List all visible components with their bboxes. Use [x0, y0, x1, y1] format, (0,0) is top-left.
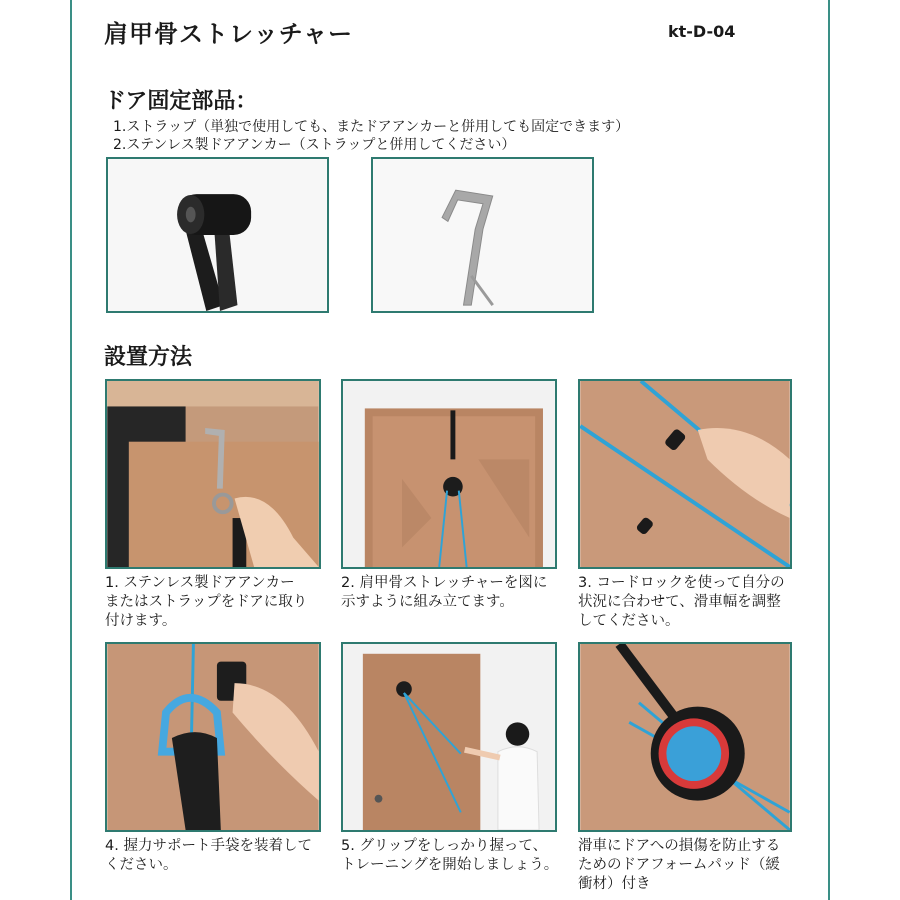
step-6-image	[578, 642, 792, 832]
steel-door-anchor-image	[371, 157, 594, 313]
steel-anchor-illustration	[373, 159, 592, 311]
step-4-caption: 4. 握力サポート手袋を装着して ください。	[105, 838, 312, 873]
step-3-image	[578, 379, 792, 569]
step-1-image	[105, 379, 321, 569]
door-top-anchor-illustration	[107, 381, 319, 567]
step-6-caption: 滑車にドアへの損傷を防止する ためのドアフォームパッド（緩 衝材）付き	[578, 838, 781, 892]
product-code: kt-D-04	[668, 22, 736, 41]
right-frame-line	[828, 0, 830, 900]
cord-lock-illustration	[580, 381, 790, 567]
anchor-item-2: 2.ステンレス製ドアアンカー（ストラップと併用してください）	[113, 137, 516, 153]
page-title: 肩甲骨ストレッチャー	[104, 20, 354, 48]
install-section-heading: 設置方法	[104, 345, 193, 370]
anchor-item-1: 1.ストラップ（単独で使用しても、またドアアンカーと併用しても固定できます）	[113, 119, 630, 135]
strap-illustration	[108, 159, 327, 311]
door-assembled-illustration	[343, 381, 555, 567]
step-5-caption: 5. グリップをしっかり握って、 トレーニングを開始しましょう。	[341, 838, 559, 873]
step-1-caption: 1. ステンレス製ドアアンカー またはストラップをドアに取り 付けます。	[105, 575, 308, 629]
strap-image	[106, 157, 329, 313]
step-4-image	[105, 642, 321, 832]
anchor-section-heading: ドア固定部品：	[104, 89, 258, 114]
foam-pad-pulley-illustration	[580, 644, 790, 830]
left-frame-line	[70, 0, 72, 900]
training-illustration	[343, 644, 555, 830]
step-2-image	[341, 379, 557, 569]
step-5-image	[341, 642, 557, 832]
step-2-caption: 2. 肩甲骨ストレッチャーを図に 示すように組み立てます。	[341, 575, 548, 610]
step-3-caption: 3. コードロックを使って自分の 状況に合わせて、滑車幅を調整 してください。	[578, 575, 785, 629]
grip-glove-illustration	[107, 644, 319, 830]
